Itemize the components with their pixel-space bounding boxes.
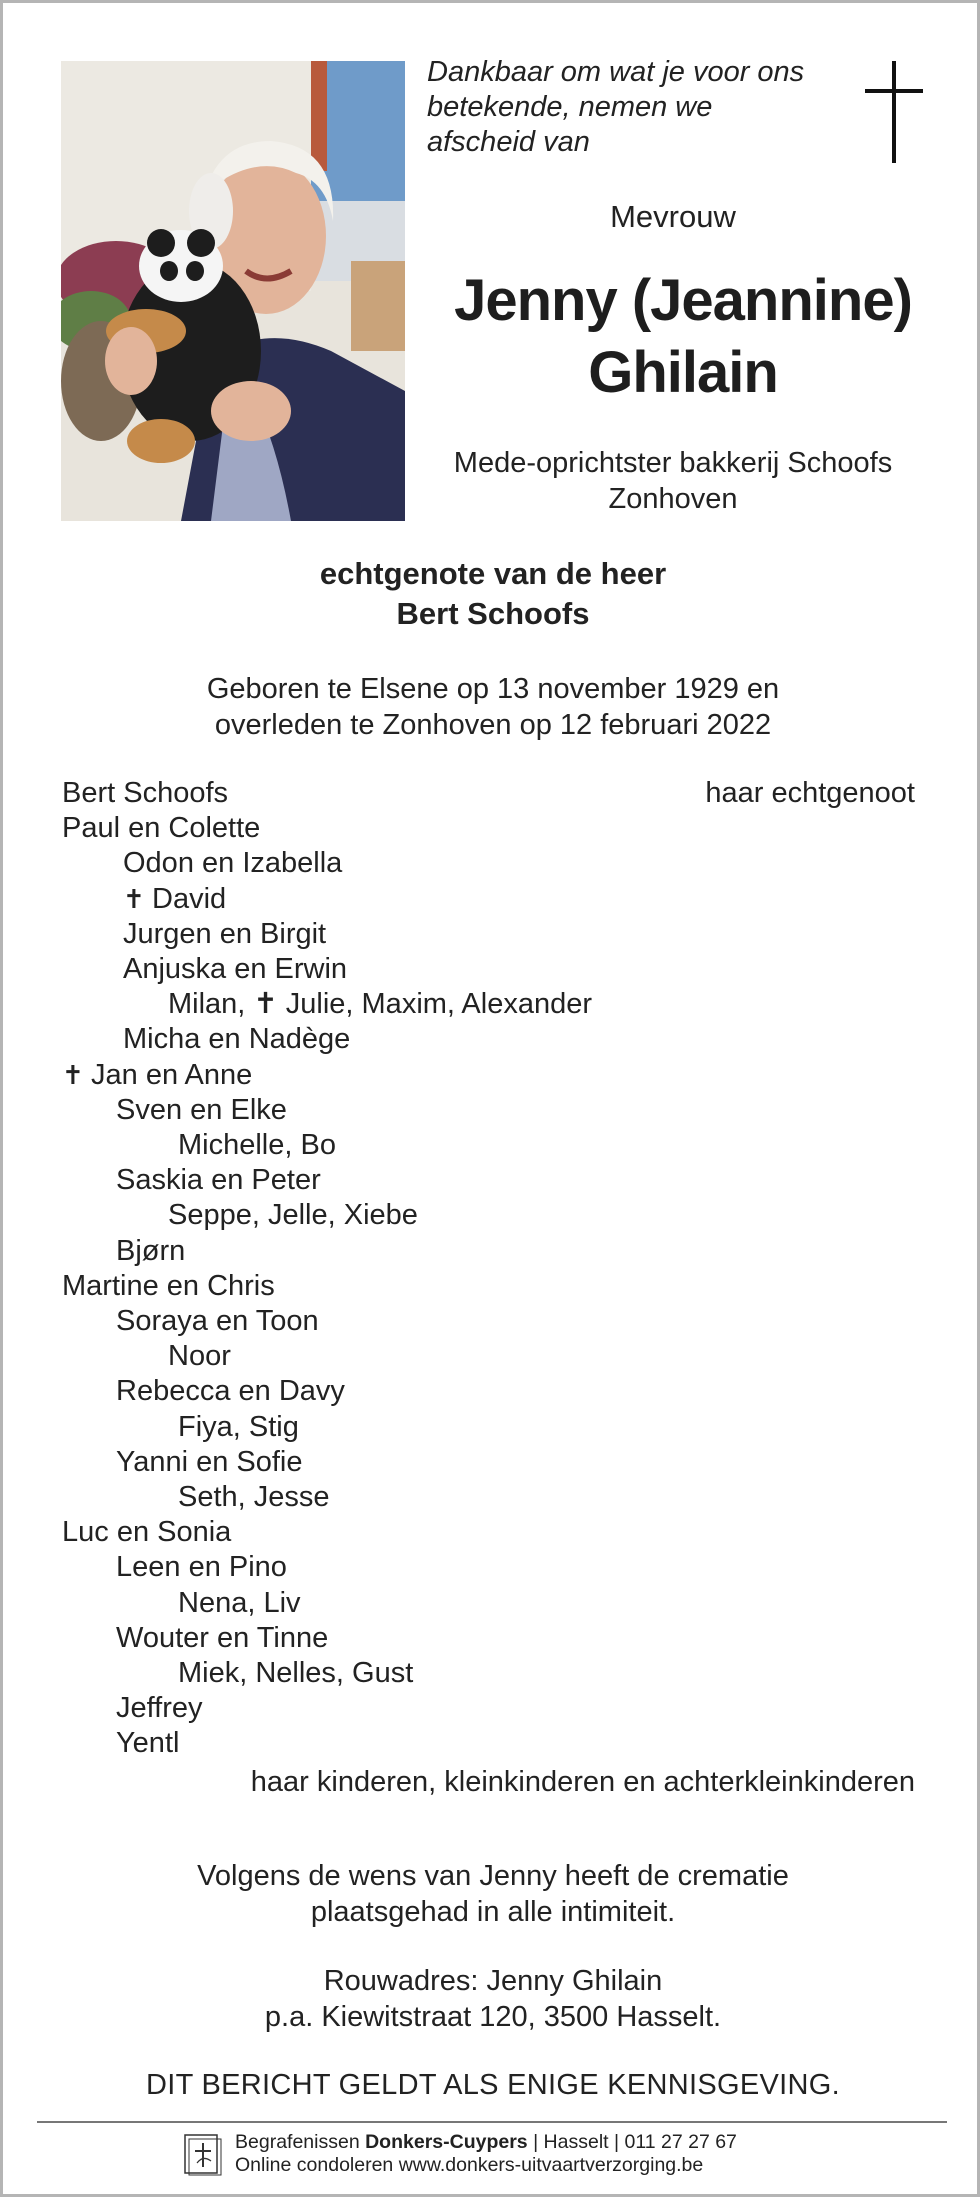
- family-member-line: [168, 1197, 418, 1233]
- family-member-line: [116, 1725, 179, 1761]
- family-member-line: [62, 1268, 275, 1304]
- family-member-line: [116, 1444, 303, 1480]
- family-member-text: Wouter en Tinne: [116, 1622, 329, 1654]
- footer-text: [235, 2131, 737, 2177]
- family-member-text: Yanni en Sofie: [116, 1446, 303, 1478]
- small-cross-icon: ✝: [62, 1060, 92, 1090]
- family-member-text: Bjørn: [116, 1235, 186, 1267]
- family-member-text: Seth, Jesse: [178, 1481, 330, 1513]
- family-member-line: [178, 1655, 413, 1691]
- family-member-line: [123, 1021, 350, 1057]
- family-member-text: Sven en Elke: [116, 1094, 287, 1126]
- family-member-line: [116, 1690, 203, 1726]
- cross-icon: [865, 61, 923, 163]
- family-member-text: Odon en Izabella: [123, 847, 343, 879]
- family-member-text: Yentl: [116, 1727, 180, 1759]
- intro-line: afscheid van: [427, 126, 590, 158]
- death-line: overleden te Zonhoven op 12 februari 2022: [214, 709, 772, 741]
- family-member-line: [123, 951, 347, 987]
- family-member-text: Seppe, Jelle, Xiebe: [168, 1199, 418, 1231]
- funeral-home-logo-icon: [183, 2133, 223, 2177]
- family-member-line: [116, 1233, 185, 1269]
- spouse-info: [43, 554, 943, 634]
- family-member-text: Nena, Liv: [178, 1587, 301, 1619]
- family-member-text: Rebecca en Davy: [116, 1375, 345, 1407]
- family-member-text: Noor: [168, 1340, 231, 1372]
- address-line2: p.a. Kiewitstraat 120, 3500 Hasselt.: [264, 2001, 722, 2033]
- family-member-line: [116, 1549, 287, 1585]
- family-closing: haar kinderen, kleinkinderen en achterkleinkinderen: [250, 1766, 915, 1798]
- family-member-line: [116, 1162, 321, 1198]
- family-member-text: Saskia en Peter: [116, 1164, 321, 1196]
- intro-text: [427, 55, 847, 160]
- family-member-line: [123, 881, 226, 917]
- deceased-occupation: [423, 445, 923, 517]
- family-member-line: [116, 1303, 319, 1339]
- small-cross-icon: ✝: [123, 884, 153, 914]
- spouse-line2: Bert Schoofs: [396, 596, 590, 631]
- family-member-text: Jan en Anne: [91, 1059, 253, 1091]
- family-member-line: [178, 1127, 336, 1163]
- footer-online: Online condoleren www.donkers-uitvaartverzorging.be: [235, 2154, 704, 2176]
- family-member-text: Anjuska en Erwin: [123, 953, 348, 985]
- deceased-title: Mevrouw: [610, 199, 736, 234]
- footer-prefix: Begrafenissen: [235, 2131, 366, 2153]
- birth-line: Geboren te Elsene op 13 november 1929 en: [206, 673, 780, 705]
- family-member-text: Leen en Pino: [116, 1551, 287, 1583]
- deceased-name-line2: Ghilain: [588, 340, 778, 405]
- spouse-line1: echtgenote van de heer: [319, 556, 667, 591]
- family-member-line: [178, 1409, 299, 1445]
- family-member-line: [123, 916, 326, 952]
- footer-phone: 011 27 27 67: [624, 2131, 737, 2153]
- family-member-text: David: [152, 883, 227, 915]
- family-member-line: [123, 845, 342, 881]
- family-member-text: Fiya, Stig: [178, 1411, 299, 1443]
- footer-city: | Hasselt |: [527, 2131, 625, 2153]
- occupation-line2: Zonhoven: [608, 483, 738, 515]
- family-member-line: [62, 810, 260, 846]
- family-member-line: [62, 1514, 231, 1550]
- spouse-relation: haar echtgenoot: [705, 777, 915, 809]
- family-member-line: [168, 986, 592, 1022]
- family-member-text: Milan, ✝ Julie, Maxim, Alexander: [168, 988, 593, 1020]
- occupation-line1: Mede-oprichtster bakkerij Schoofs: [453, 447, 893, 479]
- address-line1: Rouwadres: Jenny Ghilain: [323, 1965, 663, 1997]
- family-member-text: Miek, Nelles, Gust: [178, 1657, 414, 1689]
- family-member-text: Paul en Colette: [62, 812, 261, 844]
- family-member-text: Luc en Sonia: [62, 1516, 232, 1548]
- family-member-line: [116, 1620, 328, 1656]
- family-member-line: [116, 1373, 345, 1409]
- family-member-line: [62, 775, 228, 811]
- family-member-text: Bert Schoofs: [62, 777, 229, 809]
- intro-line: betekende, nemen we: [427, 91, 713, 123]
- cremation-line2: plaatsgehad in alle intimiteit.: [310, 1896, 676, 1928]
- family-member-line: [116, 1092, 287, 1128]
- deceased-name: [423, 265, 943, 409]
- family-member-text: Jurgen en Birgit: [123, 918, 327, 950]
- cremation-line1: Volgens de wens van Jenny heeft de crematie: [197, 1860, 789, 1892]
- mourning-address: [43, 1963, 943, 2035]
- intro-line: Dankbaar om wat je voor ons: [427, 56, 805, 88]
- family-member-text: Jeffrey: [116, 1692, 203, 1724]
- family-member-text: Micha en Nadège: [123, 1023, 351, 1055]
- family-member-text: Martine en Chris: [62, 1270, 275, 1302]
- life-dates: [43, 671, 943, 743]
- family-member-line: [178, 1479, 330, 1515]
- portrait-photo: [61, 61, 405, 521]
- family-member-line: [168, 1338, 231, 1374]
- family-member-text: Michelle, Bo: [178, 1129, 336, 1161]
- family-member-line: [178, 1585, 301, 1621]
- family-member-text: Soraya en Toon: [116, 1305, 319, 1337]
- footer-company: Donkers-Cuypers: [365, 2131, 528, 2153]
- footer-line1: [235, 2131, 737, 2154]
- family-member-line: [62, 1057, 252, 1093]
- footer: [183, 2129, 883, 2185]
- notice-text: DIT BERICHT GELDT ALS ENIGE KENNISGEVING.: [146, 2069, 840, 2101]
- footer-divider: [37, 2121, 947, 2123]
- deceased-name-line1: Jenny (Jeannine): [454, 268, 912, 333]
- cremation-info: [43, 1858, 943, 1930]
